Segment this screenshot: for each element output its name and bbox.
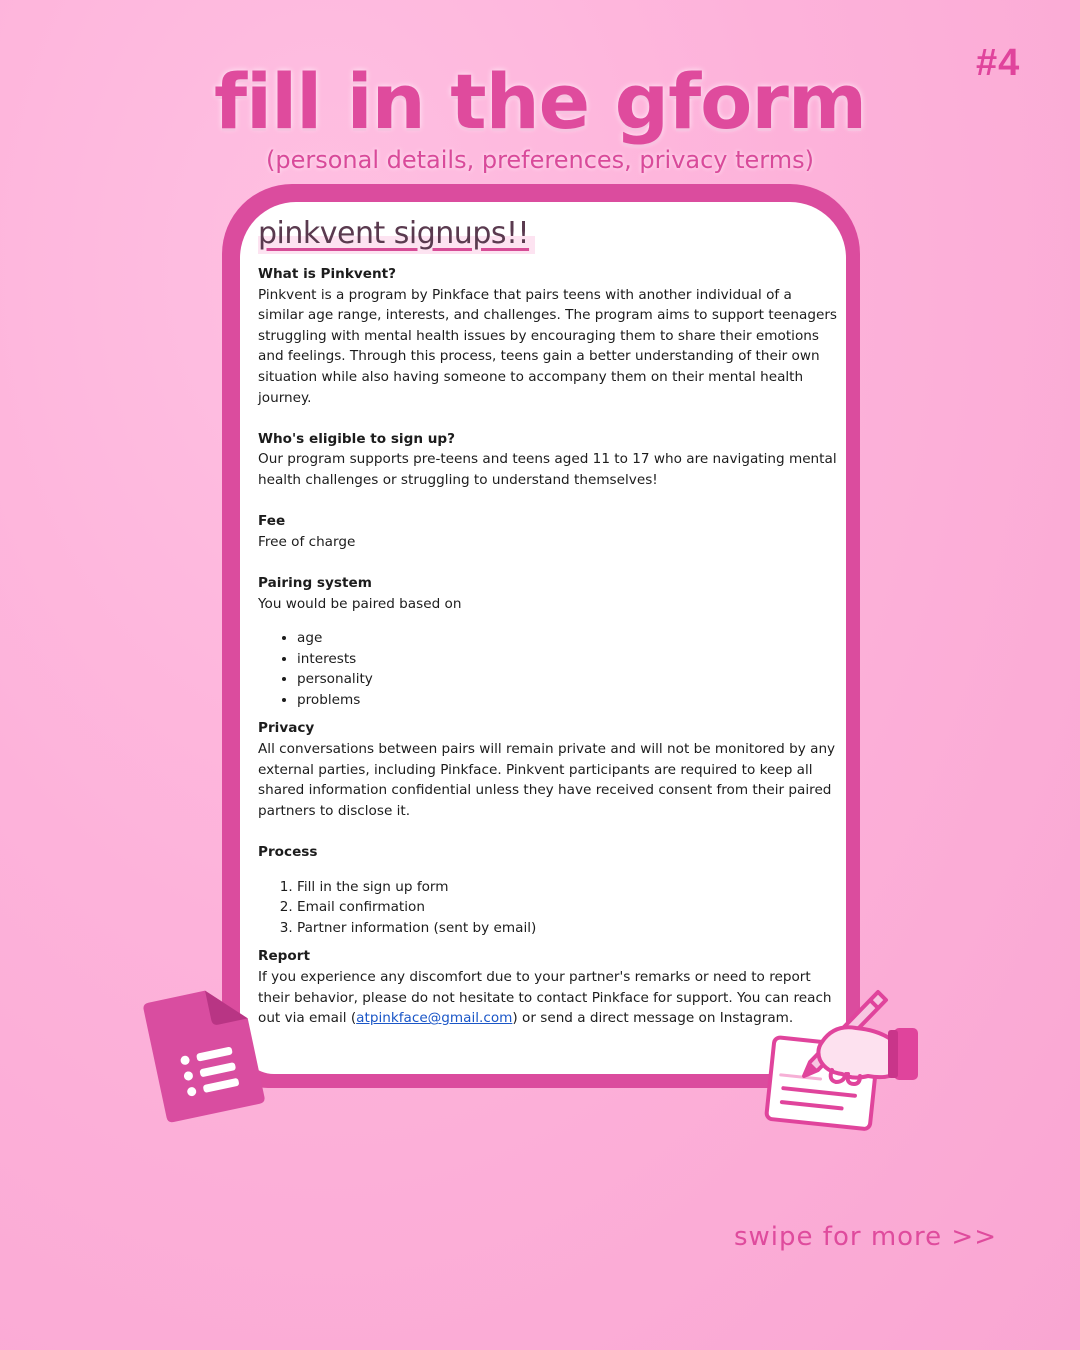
page-title: fill in the gform: [213, 57, 867, 146]
form-card: [240, 202, 846, 1074]
section-body-eligible: Our program supports pre-teens and teens aged 11 to 17 who are navigating mental health challenges or struggling to understand themselves!: [258, 451, 837, 488]
section-heading-what: What is Pinkvent?: [258, 266, 397, 282]
section-body-report: [258, 967, 838, 1029]
pairing-criteria-list: [258, 628, 838, 710]
section-heading-fee: Fee: [258, 513, 286, 530]
section-heading-pairing: Pairing system: [258, 574, 372, 591]
section-body-what: Pinkvent is a program by Pinkface that pairs teens with another individual of a similar age range, interests, and challenges. The program aims to support teenagers struggling with mental health issues by encouraging them to share their emotions and feelings. Through this process, teens gain a better understanding of their own situation while also having someone to accompany them on their mental health journey.: [258, 286, 837, 406]
report-text-start: If you experience any discomfort due to your partner's remarks or need to report their behavior, please do not hesitate to contact Pinkface for support. You can reach out via email (: [258, 969, 832, 1027]
list-item: • interests: [297, 649, 838, 670]
form-content: [258, 214, 838, 1029]
list-item: 1. Fill in the sign up form: [297, 877, 838, 898]
section-heading-process: Process: [258, 844, 318, 861]
section-body-fee: Free of charge: [258, 533, 356, 550]
section-body-privacy: All conversations between pairs will remain private and will not be monitored by any external parties, including Pinkface. Pinkvent participants are required to keep all shared information confidential unless they have received consent from their paired partners to disclose it.: [258, 741, 836, 819]
hand-writing-icon: [760, 984, 926, 1134]
list-item: • personality: [297, 669, 838, 690]
section-body-pairing: You would be paired based on: [258, 595, 462, 612]
list-item: • problems: [297, 690, 838, 711]
section-heading-privacy: Privacy: [258, 720, 315, 737]
slide-number-badge: #4: [976, 42, 1021, 84]
section-heading-report: Report: [258, 948, 310, 965]
support-email-link[interactable]: atpinkface@gmail.com: [356, 1010, 513, 1027]
list-item: 2. Email confirmation: [297, 897, 838, 918]
list-item: • age: [297, 628, 838, 649]
report-text-end: ) or send a direct message on Instagram.: [512, 1010, 794, 1027]
process-steps-list: [258, 877, 838, 939]
form-title: pinkvent signups!!: [258, 214, 535, 254]
list-item: 3. Partner information (sent by email): [297, 918, 838, 939]
section-heading-eligible: Who's eligible to sign up?: [258, 430, 456, 447]
swipe-for-more-prompt[interactable]: swipe for more >>: [734, 1222, 997, 1252]
page-subtitle: (personal details, preferences, privacy terms): [265, 146, 814, 174]
